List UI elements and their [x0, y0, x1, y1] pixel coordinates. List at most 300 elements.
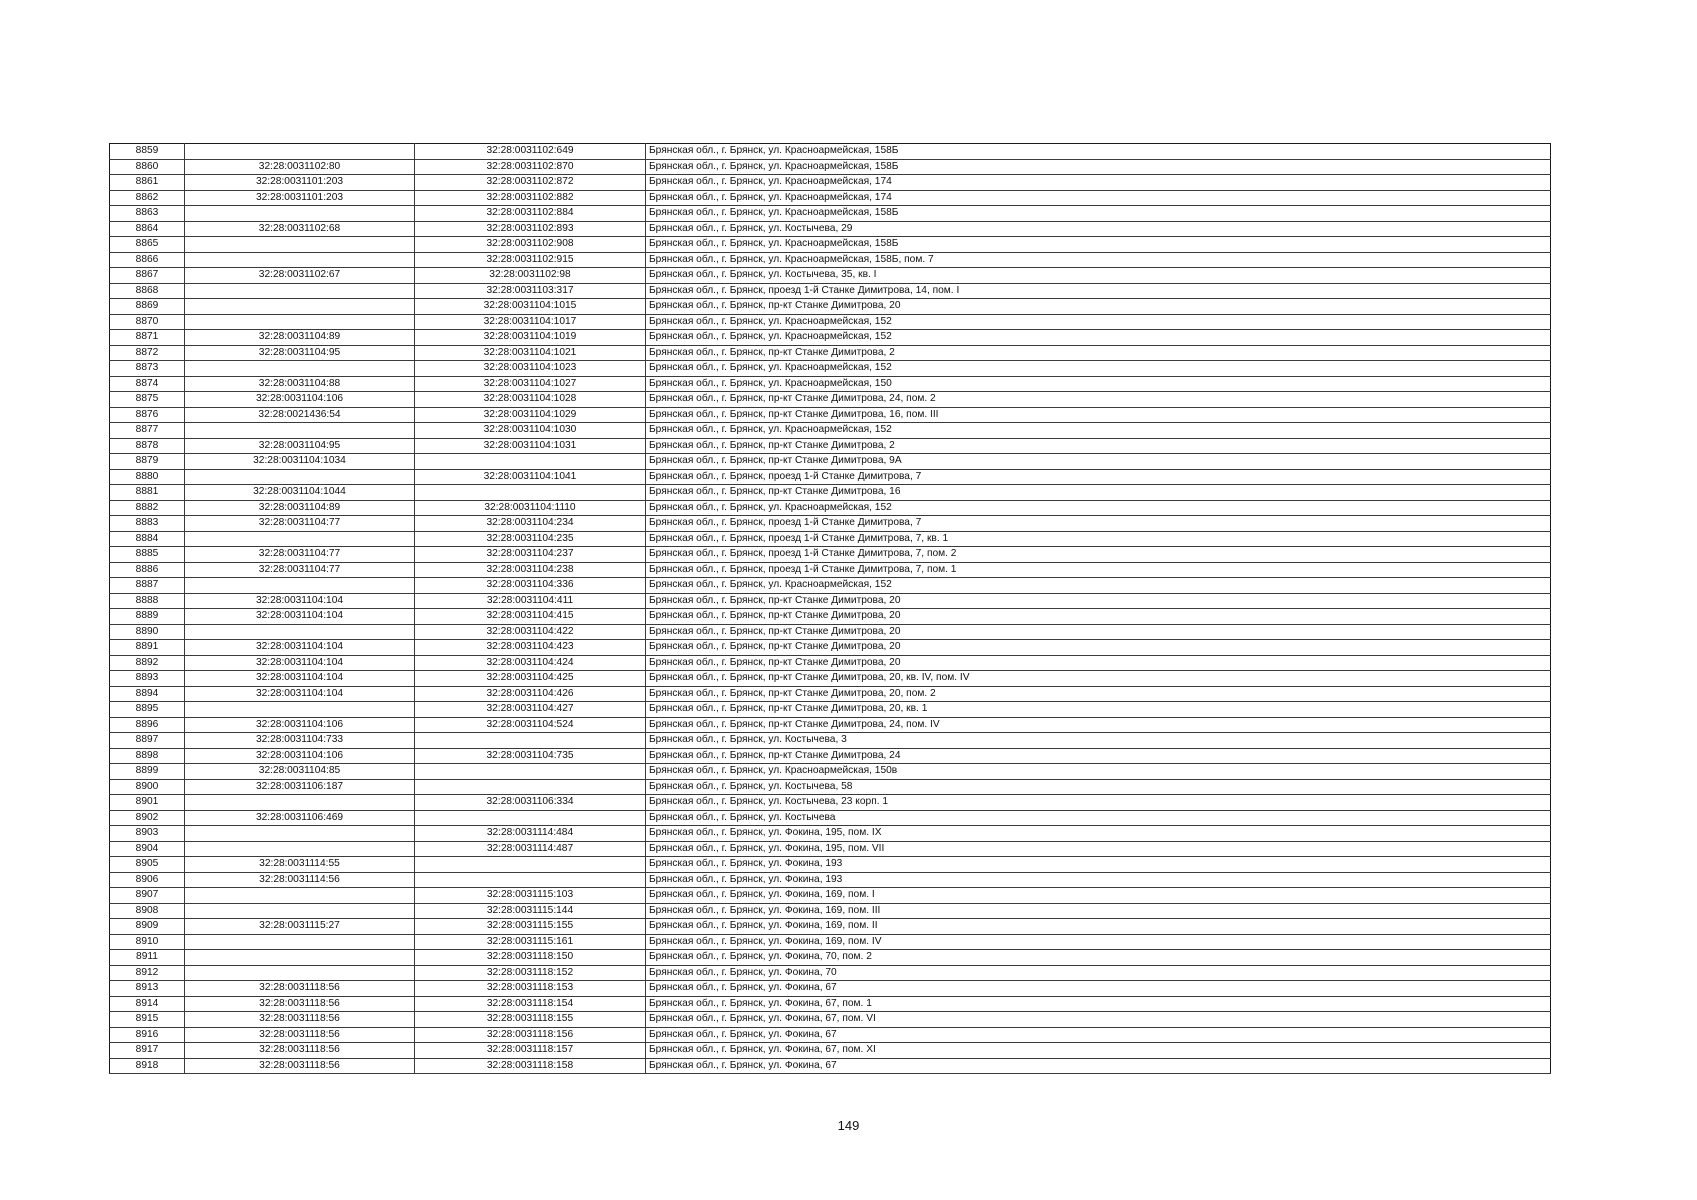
row-number-cell: 8863 [110, 206, 185, 222]
table-row [110, 376, 1551, 392]
table-row [110, 702, 1551, 718]
row-number-cell: 8896 [110, 717, 185, 733]
address-cell: Брянская обл., г. Брянск, пр-кт Станке Димитрова, 20 [646, 593, 1551, 609]
table-row [110, 345, 1551, 361]
address-cell: Брянская обл., г. Брянск, ул. Красноармейская, 158Б [646, 237, 1551, 253]
table-row [110, 826, 1551, 842]
parent-cadastral-cell: 32:28:0031104:104 [185, 686, 415, 702]
table-row [110, 547, 1551, 563]
table-row [110, 996, 1551, 1012]
parent-cadastral-cell: 32:28:0031104:104 [185, 609, 415, 625]
cadastral-number-cell: 32:28:0031118:154 [415, 996, 646, 1012]
cadastral-number-cell: 32:28:0031104:1027 [415, 376, 646, 392]
cadastral-number-cell: 32:28:0031104:424 [415, 655, 646, 671]
table-row [110, 593, 1551, 609]
parent-cadastral-cell: 32:28:0031115:27 [185, 919, 415, 935]
row-number-cell: 8875 [110, 392, 185, 408]
parent-cadastral-cell: 32:28:0031101:203 [185, 190, 415, 206]
cadastral-number-cell: 32:28:0031104:411 [415, 593, 646, 609]
address-cell: Брянская обл., г. Брянск, пр-кт Станке Димитрова, 2 [646, 345, 1551, 361]
table-row [110, 733, 1551, 749]
address-cell: Брянская обл., г. Брянск, ул. Красноармейская, 152 [646, 314, 1551, 330]
address-cell: Брянская обл., г. Брянск, ул. Фокина, 169, пом. I [646, 888, 1551, 904]
address-cell: Брянская обл., г. Брянск, ул. Красноармейская, 158Б [646, 159, 1551, 175]
table-row [110, 934, 1551, 950]
address-cell: Брянская обл., г. Брянск, пр-кт Станке Димитрова, 16, пом. III [646, 407, 1551, 423]
table-row [110, 562, 1551, 578]
parent-cadastral-cell [185, 252, 415, 268]
cadastral-number-cell: 32:28:0031118:155 [415, 1012, 646, 1028]
table-row [110, 330, 1551, 346]
table-row [110, 578, 1551, 594]
address-cell: Брянская обл., г. Брянск, ул. Фокина, 67, пом. 1 [646, 996, 1551, 1012]
parent-cadastral-cell [185, 361, 415, 377]
cadastral-number-cell: 32:28:0031104:735 [415, 748, 646, 764]
address-cell: Брянская обл., г. Брянск, ул. Красноармейская, 152 [646, 423, 1551, 439]
row-number-cell: 8862 [110, 190, 185, 206]
row-number-cell: 8907 [110, 888, 185, 904]
parent-cadastral-cell: 32:28:0031101:203 [185, 175, 415, 191]
parent-cadastral-cell: 32:28:0031104:89 [185, 500, 415, 516]
address-cell: Брянская обл., г. Брянск, пр-кт Станке Димитрова, 20 [646, 299, 1551, 315]
cadastral-number-cell: 32:28:0031104:1015 [415, 299, 646, 315]
row-number-cell: 8884 [110, 531, 185, 547]
cadastral-number-cell: 32:28:0031104:422 [415, 624, 646, 640]
cadastral-number-cell: 32:28:0031104:238 [415, 562, 646, 578]
address-cell: Брянская обл., г. Брянск, проезд 1-й Станке Димитрова, 14, пом. I [646, 283, 1551, 299]
address-cell: Брянская обл., г. Брянск, ул. Фокина, 67 [646, 1027, 1551, 1043]
row-number-cell: 8891 [110, 640, 185, 656]
parent-cadastral-cell: 32:28:0031118:56 [185, 996, 415, 1012]
parent-cadastral-cell [185, 795, 415, 811]
cadastral-number-cell: 32:28:0031104:426 [415, 686, 646, 702]
table-row [110, 609, 1551, 625]
row-number-cell: 8880 [110, 469, 185, 485]
table-row [110, 454, 1551, 470]
table-row [110, 671, 1551, 687]
cadastral-number-cell: 32:28:0031102:884 [415, 206, 646, 222]
parent-cadastral-cell [185, 950, 415, 966]
row-number-cell: 8905 [110, 857, 185, 873]
parent-cadastral-cell: 32:28:0031104:95 [185, 438, 415, 454]
row-number-cell: 8859 [110, 144, 185, 160]
parent-cadastral-cell: 32:28:0031104:1044 [185, 485, 415, 501]
cadastral-number-cell: 32:28:0031104:336 [415, 578, 646, 594]
address-cell: Брянская обл., г. Брянск, ул. Красноармейская, 158Б [646, 206, 1551, 222]
row-number-cell: 8861 [110, 175, 185, 191]
cadastral-number-cell: 32:28:0031118:153 [415, 981, 646, 997]
parent-cadastral-cell [185, 314, 415, 330]
cadastral-number-cell: 32:28:0031104:1029 [415, 407, 646, 423]
cadastral-number-cell: 32:28:0031118:156 [415, 1027, 646, 1043]
parent-cadastral-cell [185, 531, 415, 547]
address-cell: Брянская обл., г. Брянск, пр-кт Станке Димитрова, 20, кв. IV, пом. IV [646, 671, 1551, 687]
parent-cadastral-cell: 32:28:0031104:85 [185, 764, 415, 780]
table-row [110, 299, 1551, 315]
parent-cadastral-cell: 32:28:0021436:54 [185, 407, 415, 423]
cadastral-number-cell: 32:28:0031104:427 [415, 702, 646, 718]
cadastral-number-cell: 32:28:0031115:161 [415, 934, 646, 950]
table-row [110, 500, 1551, 516]
address-cell: Брянская обл., г. Брянск, ул. Красноармейская, 150в [646, 764, 1551, 780]
table-row [110, 314, 1551, 330]
table-row [110, 531, 1551, 547]
address-cell: Брянская обл., г. Брянск, ул. Красноармейская, 174 [646, 175, 1551, 191]
table-row [110, 221, 1551, 237]
address-cell: Брянская обл., г. Брянск, пр-кт Станке Димитрова, 24, пом. IV [646, 717, 1551, 733]
parent-cadastral-cell [185, 299, 415, 315]
row-number-cell: 8868 [110, 283, 185, 299]
cadastral-number-cell [415, 857, 646, 873]
table-row [110, 810, 1551, 826]
row-number-cell: 8867 [110, 268, 185, 284]
table-row [110, 361, 1551, 377]
parent-cadastral-cell: 32:28:0031106:469 [185, 810, 415, 826]
table-row [110, 717, 1551, 733]
row-number-cell: 8912 [110, 965, 185, 981]
parent-cadastral-cell: 32:28:0031114:55 [185, 857, 415, 873]
parent-cadastral-cell [185, 144, 415, 160]
cadastral-number-cell: 32:28:0031102:908 [415, 237, 646, 253]
cadastral-number-cell [415, 733, 646, 749]
table-row [110, 748, 1551, 764]
table-row [110, 981, 1551, 997]
table-row [110, 144, 1551, 160]
address-cell: Брянская обл., г. Брянск, пр-кт Станке Димитрова, 9А [646, 454, 1551, 470]
parent-cadastral-cell [185, 965, 415, 981]
address-cell: Брянская обл., г. Брянск, проезд 1-й Станке Димитрова, 7 [646, 469, 1551, 485]
parent-cadastral-cell: 32:28:0031104:77 [185, 562, 415, 578]
table-row [110, 159, 1551, 175]
address-cell: Брянская обл., г. Брянск, ул. Фокина, 70, пом. 2 [646, 950, 1551, 966]
parent-cadastral-cell: 32:28:0031104:95 [185, 345, 415, 361]
cadastral-number-cell: 32:28:0031104:1110 [415, 500, 646, 516]
row-number-cell: 8900 [110, 779, 185, 795]
cadastral-number-cell: 32:28:0031114:484 [415, 826, 646, 842]
cadastral-number-cell: 32:28:0031106:334 [415, 795, 646, 811]
address-cell: Брянская обл., г. Брянск, ул. Фокина, 169, пом. IV [646, 934, 1551, 950]
cadastral-number-cell: 32:28:0031104:234 [415, 516, 646, 532]
row-number-cell: 8885 [110, 547, 185, 563]
address-cell: Брянская обл., г. Брянск, ул. Фокина, 169, пом. III [646, 903, 1551, 919]
cadastral-number-cell: 32:28:0031104:425 [415, 671, 646, 687]
parent-cadastral-cell: 32:28:0031118:56 [185, 1012, 415, 1028]
parent-cadastral-cell: 32:28:0031104:104 [185, 655, 415, 671]
table-row [110, 190, 1551, 206]
table-row [110, 1027, 1551, 1043]
row-number-cell: 8893 [110, 671, 185, 687]
address-cell: Брянская обл., г. Брянск, ул. Фокина, 169, пом. II [646, 919, 1551, 935]
cadastral-number-cell: 32:28:0031104:1031 [415, 438, 646, 454]
address-cell: Брянская обл., г. Брянск, ул. Фокина, 67 [646, 1058, 1551, 1074]
table-row [110, 779, 1551, 795]
row-number-cell: 8908 [110, 903, 185, 919]
parent-cadastral-cell: 32:28:0031118:56 [185, 1058, 415, 1074]
row-number-cell: 8898 [110, 748, 185, 764]
table-row [110, 237, 1551, 253]
cadastral-number-cell: 32:28:0031104:237 [415, 547, 646, 563]
cadastral-number-cell [415, 810, 646, 826]
table-row [110, 655, 1551, 671]
parent-cadastral-cell: 32:28:0031104:77 [185, 547, 415, 563]
parent-cadastral-cell: 32:28:0031102:68 [185, 221, 415, 237]
address-cell: Брянская обл., г. Брянск, ул. Красноармейская, 158Б, пом. 7 [646, 252, 1551, 268]
cadastral-number-cell: 32:28:0031104:1021 [415, 345, 646, 361]
cadastral-number-cell [415, 779, 646, 795]
parent-cadastral-cell [185, 237, 415, 253]
row-number-cell: 8917 [110, 1043, 185, 1059]
parent-cadastral-cell: 32:28:0031104:89 [185, 330, 415, 346]
parent-cadastral-cell [185, 826, 415, 842]
cadastral-number-cell: 32:28:0031104:524 [415, 717, 646, 733]
row-number-cell: 8904 [110, 841, 185, 857]
address-cell: Брянская обл., г. Брянск, ул. Красноармейская, 158Б [646, 144, 1551, 160]
parent-cadastral-cell: 32:28:0031104:104 [185, 640, 415, 656]
parent-cadastral-cell: 32:28:0031104:88 [185, 376, 415, 392]
row-number-cell: 8883 [110, 516, 185, 532]
cadastral-number-cell: 32:28:0031114:487 [415, 841, 646, 857]
table-row [110, 485, 1551, 501]
parent-cadastral-cell: 32:28:0031106:187 [185, 779, 415, 795]
table-row [110, 841, 1551, 857]
cadastral-number-cell [415, 764, 646, 780]
parent-cadastral-cell [185, 841, 415, 857]
row-number-cell: 8872 [110, 345, 185, 361]
row-number-cell: 8878 [110, 438, 185, 454]
table-row [110, 965, 1551, 981]
row-number-cell: 8913 [110, 981, 185, 997]
row-number-cell: 8892 [110, 655, 185, 671]
parent-cadastral-cell: 32:28:0031118:56 [185, 1027, 415, 1043]
row-number-cell: 8865 [110, 237, 185, 253]
parent-cadastral-cell [185, 283, 415, 299]
cadastral-number-cell: 32:28:0031102:893 [415, 221, 646, 237]
address-cell: Брянская обл., г. Брянск, ул. Костычева, 23 корп. 1 [646, 795, 1551, 811]
parent-cadastral-cell [185, 423, 415, 439]
cadastral-number-cell: 32:28:0031118:150 [415, 950, 646, 966]
cadastral-number-cell: 32:28:0031104:1019 [415, 330, 646, 346]
parent-cadastral-cell: 32:28:0031104:104 [185, 671, 415, 687]
cadastral-number-cell: 32:28:0031102:915 [415, 252, 646, 268]
parent-cadastral-cell [185, 903, 415, 919]
parent-cadastral-cell: 32:28:0031104:77 [185, 516, 415, 532]
row-number-cell: 8871 [110, 330, 185, 346]
table-row [110, 1058, 1551, 1074]
address-cell: Брянская обл., г. Брянск, пр-кт Станке Димитрова, 20, пом. 2 [646, 686, 1551, 702]
address-cell: Брянская обл., г. Брянск, ул. Костычева, 3 [646, 733, 1551, 749]
table-row [110, 950, 1551, 966]
table-row [110, 423, 1551, 439]
row-number-cell: 8914 [110, 996, 185, 1012]
table-row [110, 795, 1551, 811]
cadastral-number-cell [415, 485, 646, 501]
row-number-cell: 8870 [110, 314, 185, 330]
table-row [110, 764, 1551, 780]
row-number-cell: 8895 [110, 702, 185, 718]
row-number-cell: 8909 [110, 919, 185, 935]
table-row [110, 640, 1551, 656]
cadastral-number-cell [415, 872, 646, 888]
parent-cadastral-cell: 32:28:0031104:106 [185, 748, 415, 764]
table-row [110, 919, 1551, 935]
row-number-cell: 8860 [110, 159, 185, 175]
address-cell: Брянская обл., г. Брянск, ул. Костычева, 35, кв. I [646, 268, 1551, 284]
address-cell: Брянская обл., г. Брянск, ул. Костычева [646, 810, 1551, 826]
page-number: 149 [837, 1118, 860, 1133]
address-cell: Брянская обл., г. Брянск, проезд 1-й Станке Димитрова, 7, пом. 2 [646, 547, 1551, 563]
cadastral-number-cell: 32:28:0031104:1028 [415, 392, 646, 408]
row-number-cell: 8903 [110, 826, 185, 842]
cadastral-number-cell: 32:28:0031102:649 [415, 144, 646, 160]
address-cell: Брянская обл., г. Брянск, пр-кт Станке Димитрова, 2 [646, 438, 1551, 454]
row-number-cell: 8887 [110, 578, 185, 594]
address-cell: Брянская обл., г. Брянск, ул. Красноармейская, 152 [646, 330, 1551, 346]
parent-cadastral-cell [185, 888, 415, 904]
parent-cadastral-cell [185, 206, 415, 222]
address-cell: Брянская обл., г. Брянск, пр-кт Станке Димитрова, 20 [646, 624, 1551, 640]
cadastral-number-cell: 32:28:0031102:872 [415, 175, 646, 191]
parent-cadastral-cell: 32:28:0031104:1034 [185, 454, 415, 470]
parent-cadastral-cell: 32:28:0031104:104 [185, 593, 415, 609]
address-cell: Брянская обл., г. Брянск, ул. Фокина, 70 [646, 965, 1551, 981]
row-number-cell: 8879 [110, 454, 185, 470]
row-number-cell: 8915 [110, 1012, 185, 1028]
cadastral-number-cell: 32:28:0031103:317 [415, 283, 646, 299]
cadastral-number-cell: 32:28:0031104:1041 [415, 469, 646, 485]
parent-cadastral-cell: 32:28:0031104:106 [185, 392, 415, 408]
address-cell: Брянская обл., г. Брянск, пр-кт Станке Димитрова, 16 [646, 485, 1551, 501]
row-number-cell: 8881 [110, 485, 185, 501]
row-number-cell: 8899 [110, 764, 185, 780]
cadastral-number-cell: 32:28:0031104:1023 [415, 361, 646, 377]
address-cell: Брянская обл., г. Брянск, ул. Костычева, 29 [646, 221, 1551, 237]
table-row [110, 407, 1551, 423]
parent-cadastral-cell: 32:28:0031114:56 [185, 872, 415, 888]
row-number-cell: 8911 [110, 950, 185, 966]
address-cell: Брянская обл., г. Брянск, проезд 1-й Станке Димитрова, 7, кв. 1 [646, 531, 1551, 547]
cadastral-number-cell: 32:28:0031115:155 [415, 919, 646, 935]
row-number-cell: 8918 [110, 1058, 185, 1074]
address-cell: Брянская обл., г. Брянск, проезд 1-й Станке Димитрова, 7, пом. 1 [646, 562, 1551, 578]
address-cell: Брянская обл., г. Брянск, ул. Фокина, 67, пом. XI [646, 1043, 1551, 1059]
cadastral-number-cell [415, 454, 646, 470]
row-number-cell: 8866 [110, 252, 185, 268]
address-cell: Брянская обл., г. Брянск, пр-кт Станке Димитрова, 20, кв. 1 [646, 702, 1551, 718]
table-row [110, 1012, 1551, 1028]
table-row [110, 175, 1551, 191]
address-cell: Брянская обл., г. Брянск, ул. Красноармейская, 174 [646, 190, 1551, 206]
cadastral-number-cell: 32:28:0031102:882 [415, 190, 646, 206]
table-row [110, 392, 1551, 408]
table-row [110, 438, 1551, 454]
table-row [110, 903, 1551, 919]
parent-cadastral-cell [185, 702, 415, 718]
cadastral-number-cell: 32:28:0031104:1017 [415, 314, 646, 330]
table-row [110, 268, 1551, 284]
table-row [110, 283, 1551, 299]
address-cell: Брянская обл., г. Брянск, пр-кт Станке Димитрова, 20 [646, 640, 1551, 656]
table-row [110, 888, 1551, 904]
parent-cadastral-cell [185, 934, 415, 950]
address-cell: Брянская обл., г. Брянск, пр-кт Станке Димитрова, 20 [646, 609, 1551, 625]
row-number-cell: 8869 [110, 299, 185, 315]
parent-cadastral-cell: 32:28:0031104:733 [185, 733, 415, 749]
address-cell: Брянская обл., г. Брянск, ул. Фокина, 67, пом. VI [646, 1012, 1551, 1028]
address-cell: Брянская обл., г. Брянск, пр-кт Станке Димитрова, 24 [646, 748, 1551, 764]
cadastral-number-cell: 32:28:0031104:235 [415, 531, 646, 547]
parent-cadastral-cell [185, 578, 415, 594]
table-row [110, 872, 1551, 888]
cadastral-number-cell: 32:28:0031118:152 [415, 965, 646, 981]
parent-cadastral-cell: 32:28:0031118:56 [185, 981, 415, 997]
parent-cadastral-cell [185, 469, 415, 485]
address-cell: Брянская обл., г. Брянск, ул. Красноармейская, 152 [646, 578, 1551, 594]
table-body [110, 144, 1551, 1074]
cadastral-number-cell: 32:28:0031115:144 [415, 903, 646, 919]
address-cell: Брянская обл., г. Брянск, ул. Фокина, 195, пом. IX [646, 826, 1551, 842]
address-cell: Брянская обл., г. Брянск, ул. Красноармейская, 152 [646, 361, 1551, 377]
cadastral-number-cell: 32:28:0031102:98 [415, 268, 646, 284]
row-number-cell: 8882 [110, 500, 185, 516]
table-row [110, 857, 1551, 873]
cadastral-number-cell: 32:28:0031115:103 [415, 888, 646, 904]
address-cell: Брянская обл., г. Брянск, ул. Костычева, 58 [646, 779, 1551, 795]
address-cell: Брянская обл., г. Брянск, пр-кт Станке Димитрова, 24, пом. 2 [646, 392, 1551, 408]
address-cell: Брянская обл., г. Брянск, ул. Фокина, 67 [646, 981, 1551, 997]
table-row [110, 624, 1551, 640]
parent-cadastral-cell: 32:28:0031102:67 [185, 268, 415, 284]
row-number-cell: 8916 [110, 1027, 185, 1043]
row-number-cell: 8876 [110, 407, 185, 423]
parent-cadastral-cell [185, 624, 415, 640]
table-row [110, 469, 1551, 485]
cadastral-number-cell: 32:28:0031118:158 [415, 1058, 646, 1074]
address-cell: Брянская обл., г. Брянск, ул. Фокина, 193 [646, 857, 1551, 873]
property-table [109, 143, 1551, 1074]
address-cell: Брянская обл., г. Брянск, проезд 1-й Станке Димитрова, 7 [646, 516, 1551, 532]
row-number-cell: 8874 [110, 376, 185, 392]
row-number-cell: 8902 [110, 810, 185, 826]
row-number-cell: 8877 [110, 423, 185, 439]
table-row [110, 516, 1551, 532]
row-number-cell: 8886 [110, 562, 185, 578]
parent-cadastral-cell: 32:28:0031118:56 [185, 1043, 415, 1059]
cadastral-number-cell: 32:28:0031104:415 [415, 609, 646, 625]
parent-cadastral-cell: 32:28:0031104:106 [185, 717, 415, 733]
table-row [110, 252, 1551, 268]
table-row [110, 1043, 1551, 1059]
row-number-cell: 8894 [110, 686, 185, 702]
cadastral-number-cell: 32:28:0031104:1030 [415, 423, 646, 439]
row-number-cell: 8906 [110, 872, 185, 888]
address-cell: Брянская обл., г. Брянск, пр-кт Станке Димитрова, 20 [646, 655, 1551, 671]
cadastral-number-cell: 32:28:0031104:423 [415, 640, 646, 656]
row-number-cell: 8901 [110, 795, 185, 811]
row-number-cell: 8890 [110, 624, 185, 640]
row-number-cell: 8889 [110, 609, 185, 625]
row-number-cell: 8897 [110, 733, 185, 749]
table-row [110, 206, 1551, 222]
row-number-cell: 8873 [110, 361, 185, 377]
cadastral-number-cell: 32:28:0031118:157 [415, 1043, 646, 1059]
address-cell: Брянская обл., г. Брянск, ул. Фокина, 193 [646, 872, 1551, 888]
address-cell: Брянская обл., г. Брянск, ул. Красноармейская, 152 [646, 500, 1551, 516]
address-cell: Брянская обл., г. Брянск, ул. Красноармейская, 150 [646, 376, 1551, 392]
table-row [110, 686, 1551, 702]
row-number-cell: 8864 [110, 221, 185, 237]
cadastral-number-cell: 32:28:0031102:870 [415, 159, 646, 175]
row-number-cell: 8888 [110, 593, 185, 609]
